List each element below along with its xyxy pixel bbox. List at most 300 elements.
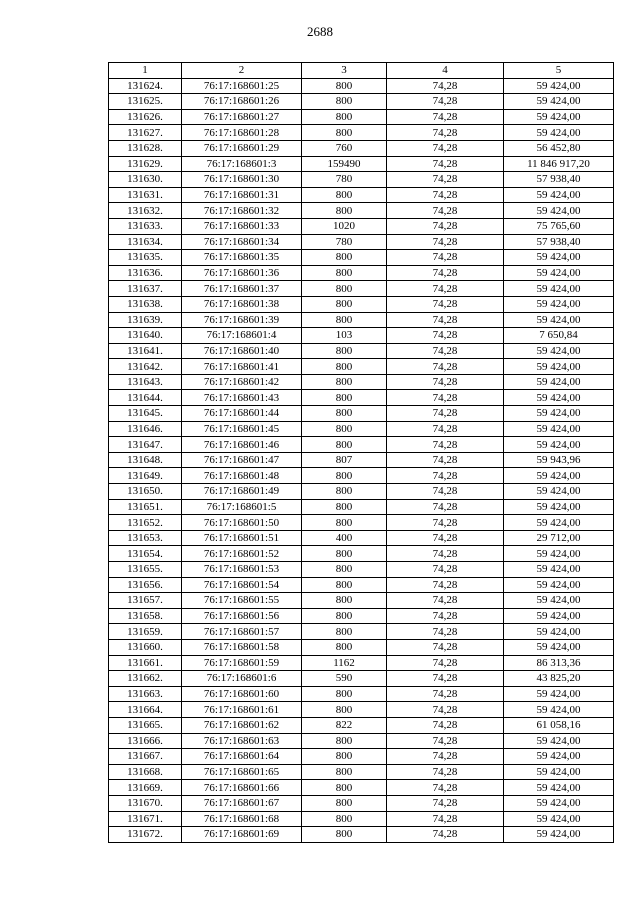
table-cell: 74,28 xyxy=(387,484,504,500)
table-cell: 74,28 xyxy=(387,608,504,624)
table-row xyxy=(109,733,614,749)
table-cell: 76:17:168601:3 xyxy=(182,156,302,172)
table-cell: 76:17:168601:37 xyxy=(182,281,302,297)
table-row xyxy=(109,686,614,702)
table-cell: 59 424,00 xyxy=(504,203,614,219)
table-cell: 76:17:168601:42 xyxy=(182,374,302,390)
table-row xyxy=(109,109,614,125)
table-cell: 131660. xyxy=(109,639,182,655)
table-cell: 76:17:168601:27 xyxy=(182,109,302,125)
table-cell: 74,28 xyxy=(387,109,504,125)
table-cell: 800 xyxy=(302,312,387,328)
table-cell: 800 xyxy=(302,795,387,811)
table-row xyxy=(109,624,614,640)
table-cell: 800 xyxy=(302,515,387,531)
table-row xyxy=(109,827,614,843)
table-cell: 76:17:168601:58 xyxy=(182,639,302,655)
table-cell: 74,28 xyxy=(387,296,504,312)
table-row xyxy=(109,218,614,234)
table-row xyxy=(109,328,614,344)
table-cell: 800 xyxy=(302,546,387,562)
table-cell: 76:17:168601:40 xyxy=(182,343,302,359)
table-cell: 59 424,00 xyxy=(504,406,614,422)
table-cell: 76:17:168601:54 xyxy=(182,577,302,593)
table-cell: 59 424,00 xyxy=(504,437,614,453)
table-cell: 59 424,00 xyxy=(504,562,614,578)
table-cell: 76:17:168601:68 xyxy=(182,811,302,827)
table-cell: 76:17:168601:45 xyxy=(182,421,302,437)
table-cell: 131631. xyxy=(109,187,182,203)
table-cell: 800 xyxy=(302,562,387,578)
table-cell: 800 xyxy=(302,390,387,406)
table-cell: 74,28 xyxy=(387,343,504,359)
table-cell: 822 xyxy=(302,717,387,733)
table-cell: 131630. xyxy=(109,172,182,188)
table-cell: 76:17:168601:34 xyxy=(182,234,302,250)
table-cell: 74,28 xyxy=(387,686,504,702)
table-cell: 76:17:168601:52 xyxy=(182,546,302,562)
table-cell: 800 xyxy=(302,359,387,375)
table-cell: 76:17:168601:32 xyxy=(182,203,302,219)
table-row xyxy=(109,390,614,406)
table-cell: 131632. xyxy=(109,203,182,219)
table-cell: 59 424,00 xyxy=(504,608,614,624)
table-row xyxy=(109,499,614,515)
table-cell: 131647. xyxy=(109,437,182,453)
table-cell: 74,28 xyxy=(387,546,504,562)
table-cell: 74,28 xyxy=(387,577,504,593)
table-cell: 76:17:168601:66 xyxy=(182,780,302,796)
table-cell: 57 938,40 xyxy=(504,234,614,250)
table-cell: 76:17:168601:38 xyxy=(182,296,302,312)
table-row xyxy=(109,296,614,312)
table-cell: 76:17:168601:53 xyxy=(182,562,302,578)
table-cell: 1162 xyxy=(302,655,387,671)
table-row xyxy=(109,250,614,266)
table-row xyxy=(109,655,614,671)
table-cell: 59 424,00 xyxy=(504,686,614,702)
table-cell: 76:17:168601:47 xyxy=(182,452,302,468)
table-cell: 76:17:168601:48 xyxy=(182,468,302,484)
table-header-row xyxy=(109,63,614,79)
table-cell: 780 xyxy=(302,172,387,188)
table-row xyxy=(109,795,614,811)
table-cell: 11 846 917,20 xyxy=(504,156,614,172)
column-header: 5 xyxy=(504,63,614,79)
table-cell: 76:17:168601:43 xyxy=(182,390,302,406)
table-row xyxy=(109,234,614,250)
table-cell: 86 313,36 xyxy=(504,655,614,671)
table-cell: 74,28 xyxy=(387,780,504,796)
page-number: 2688 xyxy=(307,24,333,39)
table-cell: 131646. xyxy=(109,421,182,437)
table-cell: 59 424,00 xyxy=(504,515,614,531)
table-row xyxy=(109,265,614,281)
table-row xyxy=(109,468,614,484)
table-row xyxy=(109,156,614,172)
table-cell: 74,28 xyxy=(387,78,504,94)
table-cell: 76:17:168601:49 xyxy=(182,484,302,500)
table-cell: 74,28 xyxy=(387,234,504,250)
table-cell: 74,28 xyxy=(387,717,504,733)
table-cell: 131644. xyxy=(109,390,182,406)
table-cell: 800 xyxy=(302,203,387,219)
table-cell: 800 xyxy=(302,125,387,141)
table-cell: 76:17:168601:30 xyxy=(182,172,302,188)
table-row xyxy=(109,125,614,141)
table-cell: 76:17:168601:67 xyxy=(182,795,302,811)
table-cell: 74,28 xyxy=(387,265,504,281)
table-cell: 74,28 xyxy=(387,515,504,531)
table-cell: 59 424,00 xyxy=(504,795,614,811)
table-cell: 59 424,00 xyxy=(504,421,614,437)
table-row xyxy=(109,546,614,562)
column-header: 2 xyxy=(182,63,302,79)
table-row xyxy=(109,343,614,359)
table-cell: 131635. xyxy=(109,250,182,266)
table-body xyxy=(109,78,614,842)
table-cell: 131637. xyxy=(109,281,182,297)
table-cell: 74,28 xyxy=(387,359,504,375)
table-row xyxy=(109,671,614,687)
table-cell: 76:17:168601:46 xyxy=(182,437,302,453)
table-cell: 131668. xyxy=(109,764,182,780)
table-cell: 74,28 xyxy=(387,639,504,655)
table-cell: 800 xyxy=(302,250,387,266)
table-cell: 74,28 xyxy=(387,827,504,843)
table-cell: 29 712,00 xyxy=(504,530,614,546)
table-cell: 74,28 xyxy=(387,593,504,609)
table-cell: 131661. xyxy=(109,655,182,671)
table-cell: 74,28 xyxy=(387,733,504,749)
column-header: 1 xyxy=(109,63,182,79)
table-row xyxy=(109,702,614,718)
table-cell: 74,28 xyxy=(387,764,504,780)
table-cell: 74,28 xyxy=(387,281,504,297)
table-cell: 76:17:168601:41 xyxy=(182,359,302,375)
table-cell: 131638. xyxy=(109,296,182,312)
table-cell: 131654. xyxy=(109,546,182,562)
table-cell: 76:17:168601:64 xyxy=(182,749,302,765)
table-row xyxy=(109,484,614,500)
table-cell: 800 xyxy=(302,639,387,655)
table-cell: 59 424,00 xyxy=(504,639,614,655)
table-row xyxy=(109,577,614,593)
table-cell: 800 xyxy=(302,109,387,125)
table-cell: 74,28 xyxy=(387,749,504,765)
table-cell: 59 424,00 xyxy=(504,109,614,125)
table-row xyxy=(109,452,614,468)
table-row xyxy=(109,140,614,156)
table-cell: 800 xyxy=(302,733,387,749)
table-cell: 131659. xyxy=(109,624,182,640)
table-cell: 131627. xyxy=(109,125,182,141)
cadastral-value-table xyxy=(108,62,614,843)
table-row xyxy=(109,749,614,765)
table-row xyxy=(109,359,614,375)
table-cell: 800 xyxy=(302,780,387,796)
table-cell: 800 xyxy=(302,187,387,203)
table-cell: 76:17:168601:35 xyxy=(182,250,302,266)
table-cell: 131672. xyxy=(109,827,182,843)
table-cell: 131633. xyxy=(109,218,182,234)
table-cell: 7 650,84 xyxy=(504,328,614,344)
table-cell: 59 424,00 xyxy=(504,312,614,328)
table-row xyxy=(109,187,614,203)
table-cell: 76:17:168601:6 xyxy=(182,671,302,687)
column-header: 4 xyxy=(387,63,504,79)
table-cell: 76:17:168601:59 xyxy=(182,655,302,671)
table-cell: 800 xyxy=(302,749,387,765)
table-cell: 800 xyxy=(302,406,387,422)
table-cell: 800 xyxy=(302,468,387,484)
table-cell: 800 xyxy=(302,421,387,437)
table-cell: 131656. xyxy=(109,577,182,593)
table-cell: 74,28 xyxy=(387,172,504,188)
table-cell: 59 424,00 xyxy=(504,250,614,266)
table-cell: 74,28 xyxy=(387,530,504,546)
table-cell: 800 xyxy=(302,265,387,281)
table-cell: 59 424,00 xyxy=(504,468,614,484)
table-cell: 59 424,00 xyxy=(504,499,614,515)
table-cell: 131650. xyxy=(109,484,182,500)
table-cell: 400 xyxy=(302,530,387,546)
table-cell: 76:17:168601:57 xyxy=(182,624,302,640)
table-row xyxy=(109,562,614,578)
table-cell: 75 765,60 xyxy=(504,218,614,234)
table-cell: 807 xyxy=(302,452,387,468)
table-cell: 131640. xyxy=(109,328,182,344)
table-cell: 800 xyxy=(302,78,387,94)
table-cell: 800 xyxy=(302,702,387,718)
table-row xyxy=(109,406,614,422)
table-row xyxy=(109,437,614,453)
table-cell: 800 xyxy=(302,296,387,312)
table-cell: 76:17:168601:62 xyxy=(182,717,302,733)
table-cell: 131651. xyxy=(109,499,182,515)
table-cell: 74,28 xyxy=(387,312,504,328)
table-cell: 43 825,20 xyxy=(504,671,614,687)
table-cell: 800 xyxy=(302,437,387,453)
table-cell: 76:17:168601:28 xyxy=(182,125,302,141)
table-cell: 74,28 xyxy=(387,406,504,422)
table-cell: 76:17:168601:33 xyxy=(182,218,302,234)
table-cell: 131667. xyxy=(109,749,182,765)
table-cell: 76:17:168601:31 xyxy=(182,187,302,203)
table-cell: 59 424,00 xyxy=(504,296,614,312)
table-cell: 131639. xyxy=(109,312,182,328)
table-cell: 59 424,00 xyxy=(504,624,614,640)
table-cell: 74,28 xyxy=(387,468,504,484)
table-cell: 59 424,00 xyxy=(504,374,614,390)
table-cell: 74,28 xyxy=(387,250,504,266)
table-cell: 76:17:168601:44 xyxy=(182,406,302,422)
table-row xyxy=(109,172,614,188)
table-cell: 59 424,00 xyxy=(504,343,614,359)
table-cell: 74,28 xyxy=(387,125,504,141)
table-cell: 800 xyxy=(302,499,387,515)
table-cell: 76:17:168601:50 xyxy=(182,515,302,531)
table-cell: 131628. xyxy=(109,140,182,156)
table-cell: 74,28 xyxy=(387,499,504,515)
table-cell: 59 424,00 xyxy=(504,187,614,203)
table-cell: 74,28 xyxy=(387,437,504,453)
table-cell: 76:17:168601:5 xyxy=(182,499,302,515)
table-cell: 131671. xyxy=(109,811,182,827)
table-cell: 131655. xyxy=(109,562,182,578)
table-cell: 74,28 xyxy=(387,187,504,203)
table-cell: 76:17:168601:25 xyxy=(182,78,302,94)
table-row xyxy=(109,608,614,624)
table-cell: 131645. xyxy=(109,406,182,422)
table-cell: 74,28 xyxy=(387,94,504,110)
table-cell: 131663. xyxy=(109,686,182,702)
table-cell: 131664. xyxy=(109,702,182,718)
table-cell: 76:17:168601:26 xyxy=(182,94,302,110)
table-cell: 56 452,80 xyxy=(504,140,614,156)
table-cell: 74,28 xyxy=(387,655,504,671)
table-cell: 74,28 xyxy=(387,140,504,156)
table-cell: 74,28 xyxy=(387,671,504,687)
table-cell: 800 xyxy=(302,281,387,297)
table-cell: 59 424,00 xyxy=(504,702,614,718)
table-cell: 76:17:168601:51 xyxy=(182,530,302,546)
table-row xyxy=(109,515,614,531)
table-row xyxy=(109,312,614,328)
table-cell: 59 424,00 xyxy=(504,546,614,562)
table-row xyxy=(109,421,614,437)
table-cell: 76:17:168601:61 xyxy=(182,702,302,718)
table-cell: 131666. xyxy=(109,733,182,749)
table-cell: 800 xyxy=(302,608,387,624)
table-row xyxy=(109,811,614,827)
table-cell: 74,28 xyxy=(387,218,504,234)
table-cell: 131653. xyxy=(109,530,182,546)
table-cell: 74,28 xyxy=(387,795,504,811)
table-cell: 76:17:168601:36 xyxy=(182,265,302,281)
table-row xyxy=(109,764,614,780)
table-cell: 131634. xyxy=(109,234,182,250)
table-cell: 59 424,00 xyxy=(504,764,614,780)
table-cell: 59 424,00 xyxy=(504,593,614,609)
table-cell: 61 058,16 xyxy=(504,717,614,733)
table-cell: 131626. xyxy=(109,109,182,125)
table-cell: 800 xyxy=(302,764,387,780)
table-row xyxy=(109,780,614,796)
table-cell: 59 424,00 xyxy=(504,359,614,375)
table-row xyxy=(109,78,614,94)
table-cell: 800 xyxy=(302,624,387,640)
table-cell: 131665. xyxy=(109,717,182,733)
table-cell: 131670. xyxy=(109,795,182,811)
table-cell: 131636. xyxy=(109,265,182,281)
table-row xyxy=(109,639,614,655)
table-cell: 59 424,00 xyxy=(504,749,614,765)
table-cell: 800 xyxy=(302,593,387,609)
table-row xyxy=(109,374,614,390)
table-cell: 59 424,00 xyxy=(504,484,614,500)
table-cell: 74,28 xyxy=(387,811,504,827)
table-cell: 131648. xyxy=(109,452,182,468)
table-cell: 159490 xyxy=(302,156,387,172)
table-cell: 74,28 xyxy=(387,624,504,640)
table-cell: 800 xyxy=(302,811,387,827)
table-row xyxy=(109,281,614,297)
table-cell: 59 424,00 xyxy=(504,390,614,406)
table-cell: 800 xyxy=(302,686,387,702)
table-cell: 76:17:168601:55 xyxy=(182,593,302,609)
table-cell: 103 xyxy=(302,328,387,344)
table-cell: 74,28 xyxy=(387,374,504,390)
table-cell: 74,28 xyxy=(387,452,504,468)
table-cell: 131658. xyxy=(109,608,182,624)
table-row xyxy=(109,593,614,609)
table-cell: 59 424,00 xyxy=(504,125,614,141)
table-cell: 59 424,00 xyxy=(504,811,614,827)
table-cell: 59 424,00 xyxy=(504,78,614,94)
table-cell: 76:17:168601:69 xyxy=(182,827,302,843)
table-cell: 131625. xyxy=(109,94,182,110)
table-row xyxy=(109,203,614,219)
table-cell: 1020 xyxy=(302,218,387,234)
table-cell: 760 xyxy=(302,140,387,156)
table-cell: 131669. xyxy=(109,780,182,796)
table-cell: 74,28 xyxy=(387,203,504,219)
table-cell: 800 xyxy=(302,484,387,500)
table-cell: 131629. xyxy=(109,156,182,172)
table-cell: 74,28 xyxy=(387,328,504,344)
table-cell: 780 xyxy=(302,234,387,250)
table-cell: 131652. xyxy=(109,515,182,531)
table-cell: 131649. xyxy=(109,468,182,484)
table-cell: 800 xyxy=(302,94,387,110)
table-cell: 76:17:168601:63 xyxy=(182,733,302,749)
table-cell: 76:17:168601:56 xyxy=(182,608,302,624)
table-cell: 59 424,00 xyxy=(504,265,614,281)
table-cell: 800 xyxy=(302,827,387,843)
column-header: 3 xyxy=(302,63,387,79)
table-row xyxy=(109,94,614,110)
table-cell: 59 424,00 xyxy=(504,577,614,593)
table-row xyxy=(109,530,614,546)
table-cell: 800 xyxy=(302,577,387,593)
table-cell: 74,28 xyxy=(387,562,504,578)
table-cell: 131662. xyxy=(109,671,182,687)
table-cell: 59 424,00 xyxy=(504,827,614,843)
table-cell: 74,28 xyxy=(387,702,504,718)
table-cell: 76:17:168601:60 xyxy=(182,686,302,702)
table-cell: 76:17:168601:39 xyxy=(182,312,302,328)
table-cell: 74,28 xyxy=(387,421,504,437)
table-cell: 57 938,40 xyxy=(504,172,614,188)
table-cell: 131657. xyxy=(109,593,182,609)
table-cell: 590 xyxy=(302,671,387,687)
table-cell: 59 424,00 xyxy=(504,94,614,110)
table-cell: 59 424,00 xyxy=(504,780,614,796)
table-cell: 76:17:168601:29 xyxy=(182,140,302,156)
table-row xyxy=(109,717,614,733)
table-cell: 131643. xyxy=(109,374,182,390)
table-cell: 800 xyxy=(302,374,387,390)
table-cell: 59 424,00 xyxy=(504,733,614,749)
table-cell: 131624. xyxy=(109,78,182,94)
table-cell: 131642. xyxy=(109,359,182,375)
table-cell: 74,28 xyxy=(387,156,504,172)
table-cell: 131641. xyxy=(109,343,182,359)
table-cell: 59 943,96 xyxy=(504,452,614,468)
table-cell: 59 424,00 xyxy=(504,281,614,297)
table-cell: 76:17:168601:65 xyxy=(182,764,302,780)
